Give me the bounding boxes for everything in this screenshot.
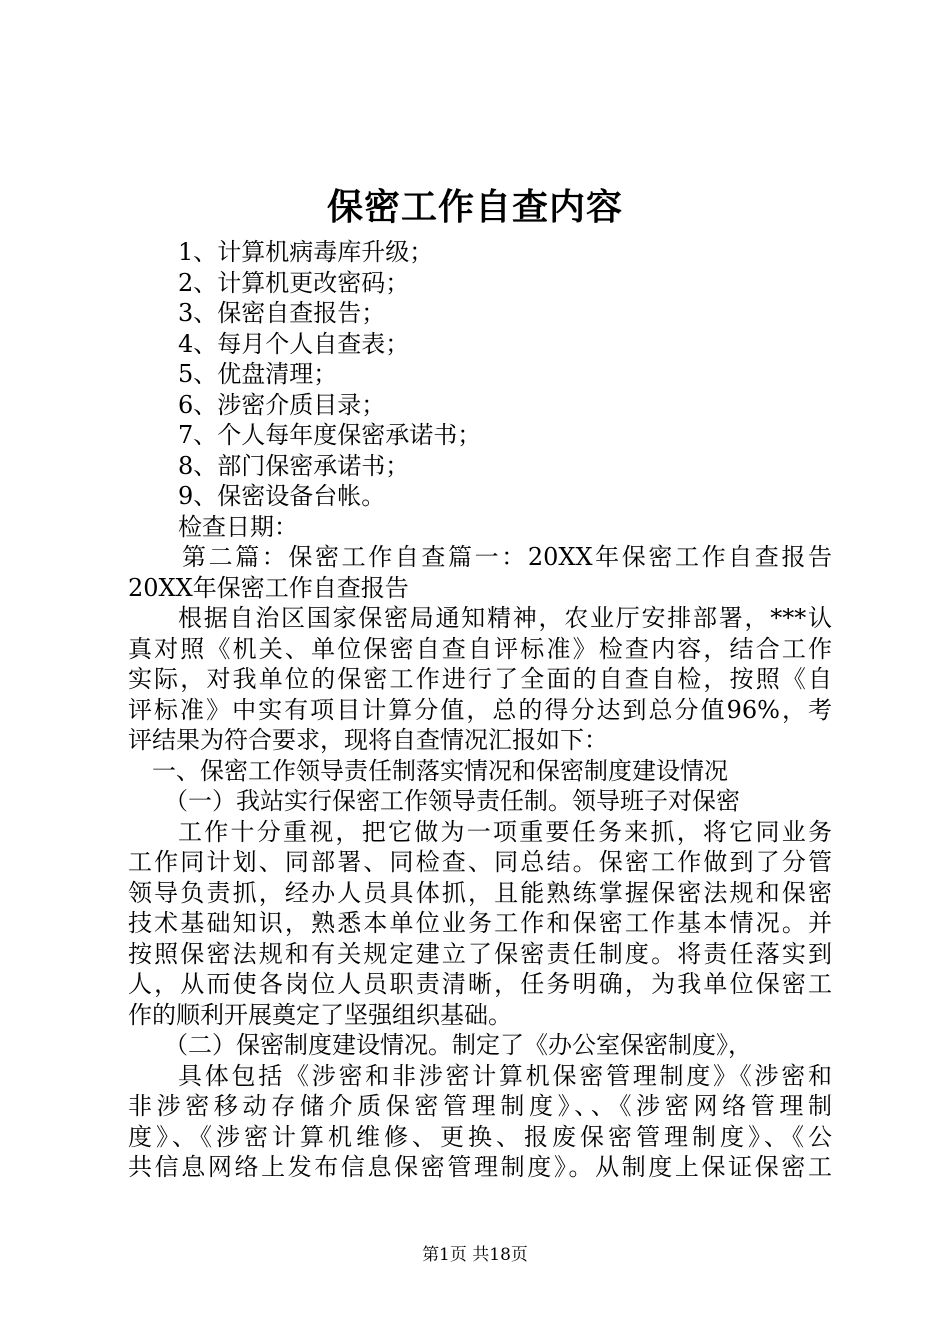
paragraph-line: 共信息网络上发布信息保密管理制度》。从制度上保证保密工 <box>128 1153 832 1181</box>
section-heading: 第二篇：保密工作自查篇一：20XX年保密工作自查报告 <box>182 543 832 571</box>
paragraph-line: 非涉密移动存储介质保密管理制度》、、《涉密网络管理制 <box>128 1092 832 1120</box>
subsection-heading: （二）保密制度建设情况。制定了《办公室保密制度》， <box>164 1031 752 1059</box>
paragraph-line: 按照保密法规和有关规定建立了保密责任制度。将责任落实到 <box>128 939 832 968</box>
document-body <box>128 237 832 1183</box>
paragraph-line: 领导负责抓，经办人员具体抓，且能熟练掌握保密法规和保密 <box>128 878 832 907</box>
check-date-label: 检查日期： <box>178 512 298 541</box>
checklist-item: 4、每月个人自查表； <box>178 329 410 358</box>
subsection-heading: （一）我站实行保密工作领导责任制。领导班子对保密 <box>164 787 740 815</box>
checklist-item: 8、部门保密承诺书； <box>178 451 410 480</box>
paragraph-line: 工作同计划、同部署、同检查、同总结。保密工作做到了分管 <box>128 848 832 876</box>
section-heading: 一、保密工作领导责任制落实情况和保密制度建设情况 <box>152 756 728 785</box>
paragraph-line: 根据自治区国家保密局通知精神，农业厅安排部署，***认 <box>178 604 832 632</box>
paragraph-line: 人，从而使各岗位人员职责清晰，任务明确，为我单位保密工 <box>128 970 832 998</box>
paragraph-line: 评结果为符合要求，现将自查情况汇报如下： <box>128 726 608 754</box>
checklist-item: 7、个人每年度保密承诺书； <box>178 421 482 449</box>
paragraph-line: 评标准》中实有项目计算分值，总的得分达到总分值96%，考 <box>128 695 832 724</box>
checklist-item: 1、计算机病毒库升级； <box>178 238 434 266</box>
paragraph-line: 工作十分重视，把它做为一项重要任务来抓，将它同业务 <box>178 817 832 846</box>
paragraph-line: 作的顺利开展奠定了坚强组织基础。 <box>128 1000 512 1029</box>
page-footer: 第1页 共18页 <box>422 1245 528 1265</box>
paragraph-line: 技术基础知识，熟悉本单位业务工作和保密工作基本情况。并 <box>128 909 832 937</box>
checklist-item: 9、保密设备台帐。 <box>178 482 386 510</box>
document-title: 保密工作自查内容 <box>326 186 623 228</box>
checklist-item: 6、涉密介质目录； <box>178 390 386 419</box>
checklist-item: 2、计算机更改密码； <box>178 268 410 297</box>
checklist-item: 3、保密自查报告； <box>178 299 386 327</box>
paragraph-line: 度》、《涉密计算机维修、更换、报废保密管理制度》、《公 <box>128 1122 832 1151</box>
paragraph-line: 具体包括《涉密和非涉密计算机保密管理制度》《涉密和 <box>178 1061 832 1090</box>
report-title: 20XX年保密工作自查报告 <box>128 573 409 602</box>
paragraph-line: 实际，对我单位的保密工作进行了全面的自查自检，按照《自 <box>128 665 832 693</box>
checklist-item: 5、优盘清理； <box>178 360 338 388</box>
paragraph-line: 真对照《机关、单位保密自查自评标准》检查内容，结合工作 <box>128 634 832 663</box>
